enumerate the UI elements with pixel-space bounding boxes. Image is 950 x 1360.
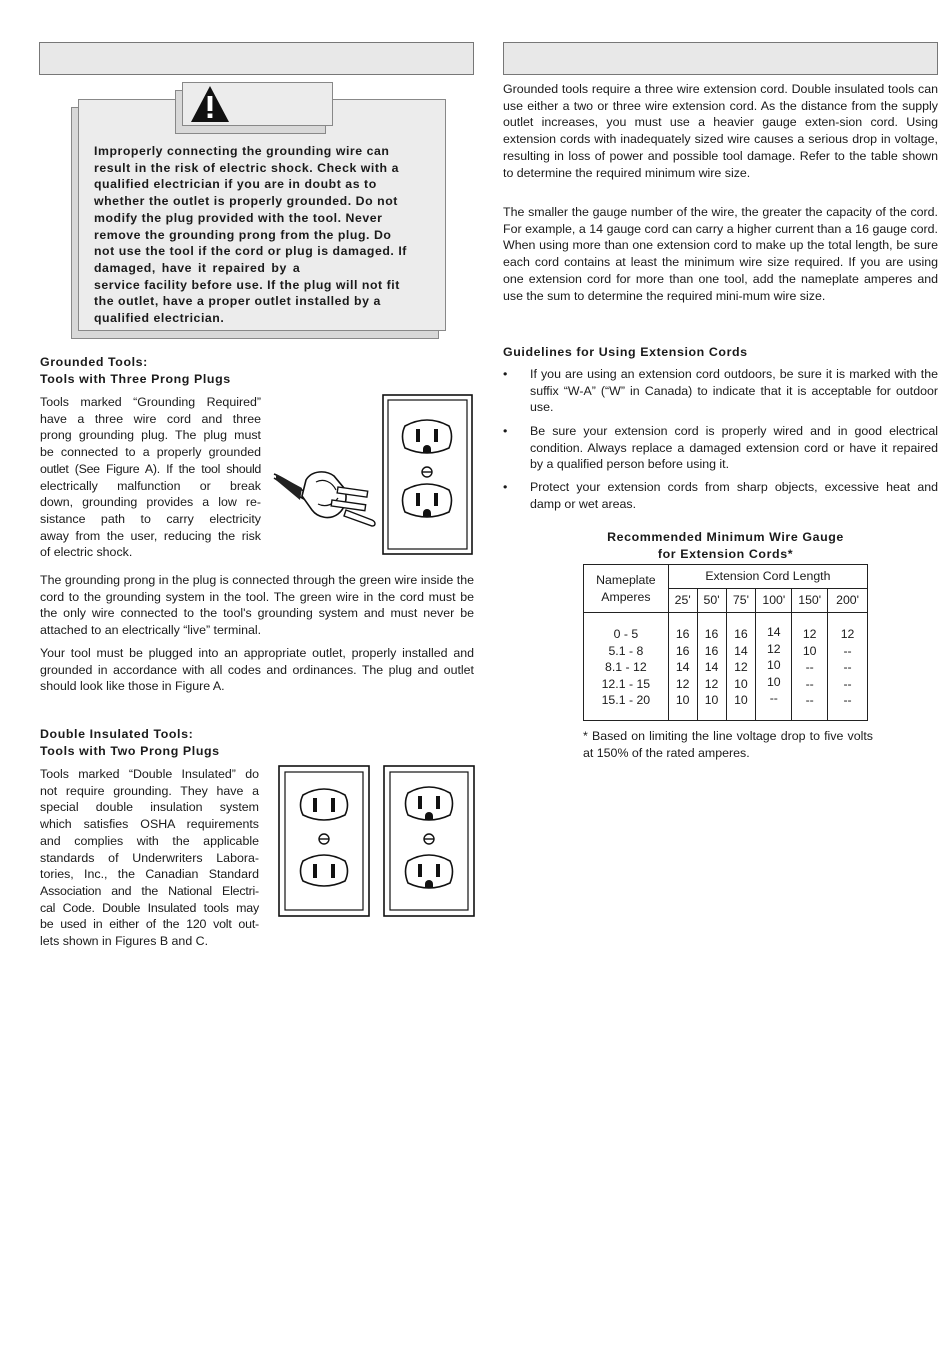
gauge-value: 12 bbox=[734, 660, 748, 675]
amperes-column bbox=[584, 613, 669, 721]
table-footnote: * Based on limiting the line voltage drop to five volts at 150% of the rated amperes. bbox=[583, 729, 873, 760]
gauge-value: 14 bbox=[766, 625, 781, 639]
table-title-line-2: for Extension Cords* bbox=[657, 546, 794, 561]
gauge-column-50 bbox=[697, 613, 726, 721]
grounded-intro-line: have a three wire cord and three bbox=[40, 411, 261, 426]
double-line: not require grounding. They have a bbox=[40, 783, 259, 798]
figure-c-grounded-outlet bbox=[383, 765, 475, 917]
gauge-value: 12 bbox=[704, 676, 719, 691]
double-heading-line-2: Tools with Two Prong Plugs bbox=[40, 743, 220, 758]
extension-cord-paragraph-1: Grounded tools require a three wire extension cord. Double insulated tools can use either a two or three wire extension cord. As the distance from the supply outlet increases, you must use a heavier gauge exten-sion cord. Using extension cords with inadequately sized wire causes a serious drop in voltage, resulting in loss of power and possible tool damage. Refer to the table shown to determine the required minimum wire size. bbox=[503, 82, 938, 180]
amperes-value: 8.1 - 12 bbox=[605, 660, 647, 675]
length-75: 75' bbox=[726, 589, 756, 613]
guidelines-heading: Guidelines for Using Extension Cords bbox=[503, 345, 748, 359]
amperes-value: 5.1 - 8 bbox=[608, 643, 644, 658]
warning-line: not use the tool if the cord or plug is damaged. If bbox=[94, 244, 407, 259]
gauge-column-25 bbox=[668, 613, 697, 721]
grounded-paragraph-2: The grounding prong in the plug is connected through the green wire inside the cord to the grounding system in the tool. The green wire in the cord must be the only wire connected to the tool's grounding system and must never be attached to an electrically “live” terminal. bbox=[40, 573, 474, 638]
grounded-intro-line: be connected to a properly grounded bbox=[40, 445, 261, 460]
warning-line: Improperly connecting the grounding wire can bbox=[94, 144, 390, 158]
grounded-intro-line: electrically malfunction or break bbox=[40, 478, 261, 493]
double-line: Tools marked “Double Insulated” do bbox=[40, 767, 259, 781]
gauge-value: 16 bbox=[704, 643, 719, 658]
grounded-intro-line: of electric shock. bbox=[40, 545, 133, 560]
gauge-value: 10 bbox=[734, 676, 748, 691]
gauge-value: -- bbox=[843, 676, 852, 691]
guideline-text: Protect your extension cords from sharp objects, excessive heat and damp or wet areas. bbox=[530, 480, 938, 511]
right-section-header-bar bbox=[503, 42, 938, 75]
guideline-text: Be sure your extension cord is properly wired and in good electrical condition. Always replace a damaged extension cord or have it repaired by a qualified person before using it. bbox=[530, 424, 938, 472]
grounded-intro-line: outlet (See Figure A). If the tool should bbox=[40, 461, 261, 476]
double-line: special double insulation system bbox=[40, 800, 259, 815]
warning-line: qualified electrician if you are in doubt as to bbox=[94, 177, 377, 192]
gauge-value: -- bbox=[769, 691, 778, 706]
double-heading-line-1: Double Insulated Tools: bbox=[40, 727, 194, 741]
double-line: tories, Inc., the Canadian Standard bbox=[40, 867, 259, 882]
length-150: 150' bbox=[792, 589, 828, 613]
wire-gauge-table bbox=[583, 564, 868, 721]
guideline-text: If you are using an extension cord outdoors, be sure it is marked with the suffix “W-A” (“W” in Canada) to indicate that it is acceptable for outdoor use. bbox=[530, 367, 938, 415]
amperes-value: 12.1 - 15 bbox=[601, 676, 651, 691]
gauge-value: 12 bbox=[766, 641, 781, 656]
gauge-value: 12 bbox=[675, 676, 690, 691]
gauge-column-200 bbox=[828, 613, 868, 721]
table-title bbox=[583, 529, 868, 562]
gauge-value: -- bbox=[843, 660, 852, 675]
grounded-intro-line: away from the user, reducing the risk bbox=[40, 528, 261, 543]
grounded-intro-line: sistance path to carry electricity bbox=[40, 511, 261, 526]
gauge-value: 12 bbox=[840, 627, 855, 641]
gauge-column-150 bbox=[792, 613, 828, 721]
bullet-dot: • bbox=[503, 480, 508, 494]
length-100: 100' bbox=[756, 589, 792, 613]
length-50: 50' bbox=[697, 589, 726, 613]
bullet-dot: • bbox=[503, 367, 508, 381]
gauge-value: 10 bbox=[802, 643, 817, 658]
grounded-paragraph-3: Your tool must be plugged into an appropriate outlet, properly installed and grounded in accordance with all codes and ordinances. The plug and outlet should look like those in Figure A. bbox=[40, 646, 474, 694]
bullet-dot: • bbox=[503, 424, 508, 438]
gauge-value: 14 bbox=[704, 660, 719, 675]
grounded-intro-line: prong grounding plug. The plug must bbox=[40, 428, 261, 443]
gauge-value: 10 bbox=[766, 674, 781, 689]
warning-line: remove the grounding prong from the plug. Do bbox=[94, 227, 392, 242]
warning-line: the outlet, have a proper outlet installed by a bbox=[94, 294, 381, 309]
gauge-value: -- bbox=[843, 643, 852, 658]
gauge-column-100 bbox=[756, 613, 792, 721]
gauge-value: 14 bbox=[675, 660, 690, 675]
grounded-intro-line: down, grounding provides a low re- bbox=[40, 495, 261, 510]
figure-b-two-prong-outlet bbox=[278, 765, 370, 917]
double-line: which satisfies OSHA requirements bbox=[40, 817, 259, 832]
gauge-value: 10 bbox=[675, 693, 690, 708]
grounded-heading-line-1: Grounded Tools: bbox=[40, 355, 148, 369]
gauge-value: 16 bbox=[675, 643, 690, 658]
double-line: Association and the National Electri- bbox=[40, 883, 259, 898]
gauge-value: -- bbox=[843, 693, 852, 708]
amperes-value: 15.1 - 20 bbox=[601, 693, 651, 708]
gauge-column-75 bbox=[726, 613, 756, 721]
nameplate-header bbox=[584, 565, 669, 613]
gauge-value: 12 bbox=[802, 627, 817, 641]
warning-triangle-icon bbox=[189, 84, 231, 124]
nameplate-header-line-2: Amperes bbox=[601, 589, 651, 604]
warning-line: service facility before use. If the plug will not fit bbox=[94, 277, 400, 292]
double-line: and complies with the applicable bbox=[40, 833, 259, 848]
warning-line: damaged, have it repaired by a bbox=[94, 260, 301, 275]
warning-line: modify the plug provided with the tool. Never bbox=[94, 210, 383, 225]
double-line: cal Code. Double Insulated tools may bbox=[40, 900, 259, 915]
double-insulated-heading bbox=[40, 726, 340, 759]
double-line: be used in either of the 120 volt out- bbox=[40, 917, 259, 932]
gauge-value: 16 bbox=[734, 627, 748, 641]
nameplate-header-line-1: Nameplate bbox=[596, 573, 656, 587]
gauge-value: 10 bbox=[766, 658, 781, 673]
warning-line: qualified electrician. bbox=[94, 311, 225, 326]
grounded-heading bbox=[40, 354, 340, 387]
warning-line: whether the outlet is properly grounded. Do not bbox=[94, 194, 398, 209]
warning-tab bbox=[182, 82, 333, 126]
grounded-intro bbox=[40, 394, 261, 561]
length-header: Extension Cord Length bbox=[668, 565, 867, 589]
left-section-header-bar bbox=[39, 42, 474, 75]
gauge-value: 16 bbox=[675, 627, 690, 641]
warning-line: result in the risk of electric shock. Check with a bbox=[94, 160, 399, 175]
gauge-value: 10 bbox=[734, 693, 748, 708]
length-200: 200' bbox=[828, 589, 868, 613]
figure-a-grounded-outlet bbox=[272, 392, 474, 557]
gauge-value: 10 bbox=[704, 693, 719, 708]
gauge-value: 14 bbox=[734, 643, 748, 658]
grounded-heading-line-2: Tools with Three Prong Plugs bbox=[40, 371, 231, 386]
grounded-intro-line: Tools marked “Grounding Required” bbox=[40, 395, 261, 409]
amperes-value: 0 - 5 bbox=[613, 627, 639, 641]
gauge-value: -- bbox=[805, 660, 814, 675]
length-25: 25' bbox=[668, 589, 697, 613]
table-title-line-1: Recommended Minimum Wire Gauge bbox=[607, 530, 844, 544]
double-line: standards of Underwriters Labora- bbox=[40, 850, 259, 865]
gauge-value: -- bbox=[805, 676, 814, 691]
extension-cord-paragraph-2: The smaller the gauge number of the wire, the greater the capacity of the cord. For example, a 14 gauge cord can carry a higher current than a 16 gauge cord. When using more than one extension cord to make up the total length, be sure each cord contains at least the minimum wire size required. If you are using one extension cord for more than one tool, add the nameplate amperes and use the sum to determine the required mini-mum wire size. bbox=[503, 205, 938, 303]
gauge-value: -- bbox=[805, 693, 814, 708]
double-line: lets shown in Figures B and C. bbox=[40, 934, 209, 949]
gauge-value: 16 bbox=[704, 627, 719, 641]
warning-text bbox=[94, 143, 427, 327]
double-insulated-text bbox=[40, 766, 259, 950]
